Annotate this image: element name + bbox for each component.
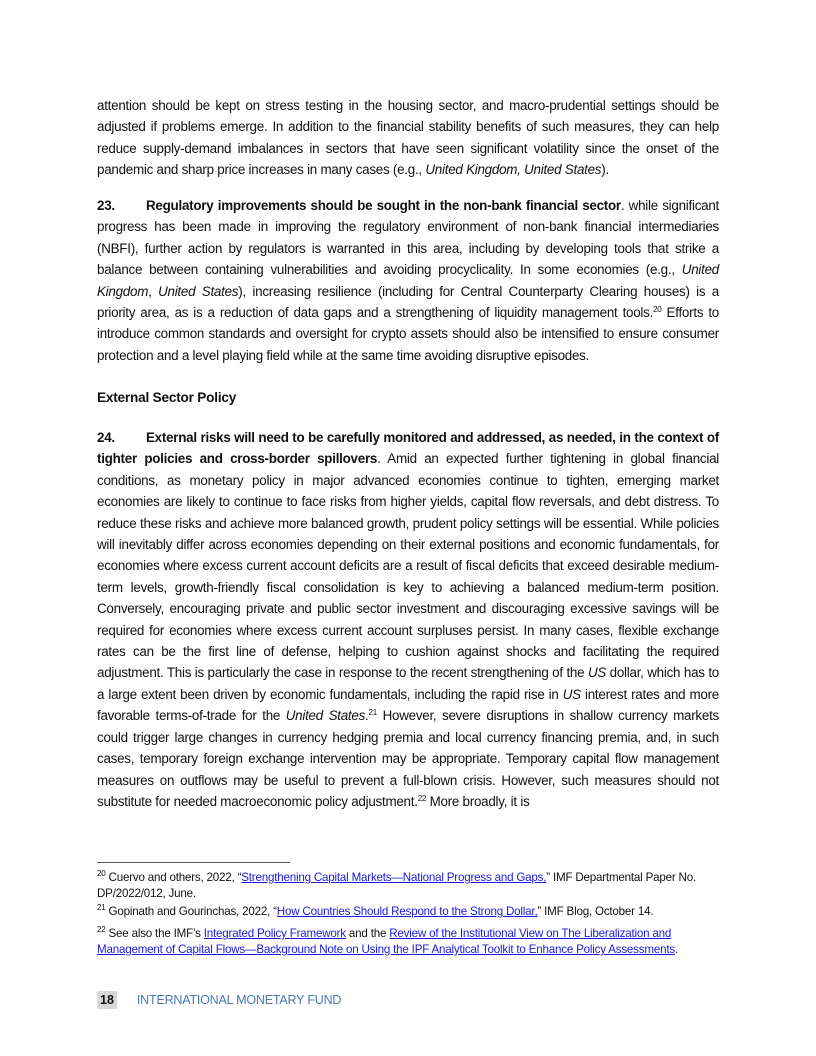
text-run: ” IMF Blog, October 14. bbox=[537, 905, 654, 918]
text-run: attention should be kept on stress testing in the housing sector, and macro-prudential settings should be adjusted if problems emerge. In addition to the financial stability benefits of such measures, they can help reduce supply-demand imbalances in sectors that have seen significant volatility since the onset of the pandemic and sharp price increases in many cases (e.g., bbox=[97, 98, 719, 178]
text-run: and the bbox=[345, 927, 390, 940]
footnote-marker: 21 bbox=[368, 708, 377, 718]
text-run: . bbox=[365, 708, 369, 724]
text-run: Cuervo and others, 2022, “ bbox=[105, 871, 242, 884]
section-heading: External Sector Policy bbox=[97, 390, 237, 405]
italic-text: United States bbox=[285, 708, 366, 724]
paragraph-23 bbox=[97, 195, 719, 366]
text-run: ). bbox=[601, 162, 609, 178]
footnote-divider bbox=[97, 862, 290, 863]
paragraph-24 bbox=[97, 427, 719, 812]
footnote-20 bbox=[97, 870, 719, 902]
footnote-marker: 21 bbox=[97, 903, 106, 912]
footer-organization: INTERNATIONAL MONETARY FUND bbox=[136, 993, 342, 1007]
text-run: ), increasing resilience (including for Central Counterparty Clearing houses) is a priority area, as is a reduction of data gaps and a strengthening of liquidity management tools. bbox=[97, 283, 720, 321]
text-run: ” IMF Departmental Paper No. DP/2022/012, June. bbox=[97, 871, 696, 900]
paragraph-continuation bbox=[97, 95, 719, 181]
footnote-marker: 22 bbox=[417, 793, 427, 803]
footnote-link[interactable]: Integrated Policy Framework bbox=[203, 927, 346, 940]
text-run: See also the IMF’s bbox=[105, 927, 204, 940]
footnote-marker: 22 bbox=[97, 925, 106, 934]
text-run: More broadly, it is bbox=[426, 793, 530, 809]
footnote-21 bbox=[97, 904, 719, 920]
text-run: dollar, which has to a large extent been driven by economic fundamentals, including the rapid rise in bbox=[97, 665, 719, 702]
text-run: . while significant progress has been made in improving the regulatory environment of non-bank financial intermediaries (NBFI), further action by regulators is warranted in this area, including by developing tools that strike a balance between containing vulnerabilities and avoiding procyclicality. In some economies (e.g., bbox=[97, 198, 719, 278]
footnote-22 bbox=[97, 926, 719, 958]
italic-text: United Kingdom bbox=[97, 262, 719, 299]
text-run: Efforts to introduce common standards and oversight for crypto assets should also be intensified to ensure consumer protection and a level playing field while at the same time avoiding disruptive episodes. bbox=[97, 305, 719, 363]
text-run: . bbox=[674, 943, 678, 956]
footnote-link[interactable]: How Countries Should Respond to the Strong Dollar, bbox=[276, 905, 538, 918]
italic-text: United States bbox=[158, 283, 239, 299]
text-run: Gopinath and Gourinchas, 2022, “ bbox=[105, 905, 277, 918]
footnote-link[interactable]: Strengthening Capital Markets—National Progress and Gaps, bbox=[241, 871, 547, 884]
paragraph-number: 23. bbox=[97, 198, 115, 213]
footnote-marker: 20 bbox=[653, 305, 662, 315]
footnote-link[interactable]: Review of the Institutional View on The Liberalization and Management of Capital Flows—Background Note on Using the IPF Analytical Toolkit to Enhance Policy Assessments bbox=[97, 927, 675, 956]
text-run: . Amid an expected further tightening in global financial conditions, as monetary policy in major advanced economies continue to tighten, emerging market economies are likely to continue to face risks from higher yields, capital flow reversals, and debt distress. To reduce these risks and achieve more balanced growth, prudent policy settings will be essential. While policies will inevitably differ across economies depending on their external positions and economic fundamentals, for economies where excess current account deficits are a result of fiscal deficits that exceed desirable medium-term levels, growth-friendly fiscal consolidation is key to achieving a balanced medium-term position. Conversely, encouraging private and public sector investment and discouraging excessive savings will be required for economies where excess current account surpluses persist. In many cases, flexible exchange rates can be the first line of defense, helping to cushion against shocks and facilitating the required adjustment. This is particularly the case in response to the recent strengthening of the bbox=[97, 451, 720, 681]
page-number: 18 bbox=[97, 991, 117, 1009]
paragraph-lead: Regulatory improvements should be sought in the non-bank financial sector bbox=[146, 198, 621, 213]
text-run: , bbox=[148, 283, 159, 299]
text-run: interest rates and more favorable terms-of-trade for the bbox=[97, 686, 719, 724]
italic-text: United Kingdom, United States bbox=[425, 162, 602, 178]
italic-text: US bbox=[562, 686, 581, 702]
footnote-marker: 20 bbox=[97, 869, 106, 878]
text-run: However, severe disruptions in shallow currency markets could trigger large changes in currency hedging premia and local currency financing premia, and, in such cases, temporary foreign exchange intervention may be appropriate. Temporary capital flow management measures on outflows may be useful to prevent a full-blown crisis. However, such measures should not substitute for needed macroeconomic policy adjustment. bbox=[97, 708, 719, 809]
italic-text: US bbox=[587, 665, 607, 681]
paragraph-number: 24. bbox=[97, 430, 115, 445]
page-footer bbox=[97, 991, 341, 1009]
paragraph-lead: External risks will need to be carefully monitored and addressed, as needed, in the context of tighter policies and cross-border spillovers bbox=[97, 430, 719, 467]
